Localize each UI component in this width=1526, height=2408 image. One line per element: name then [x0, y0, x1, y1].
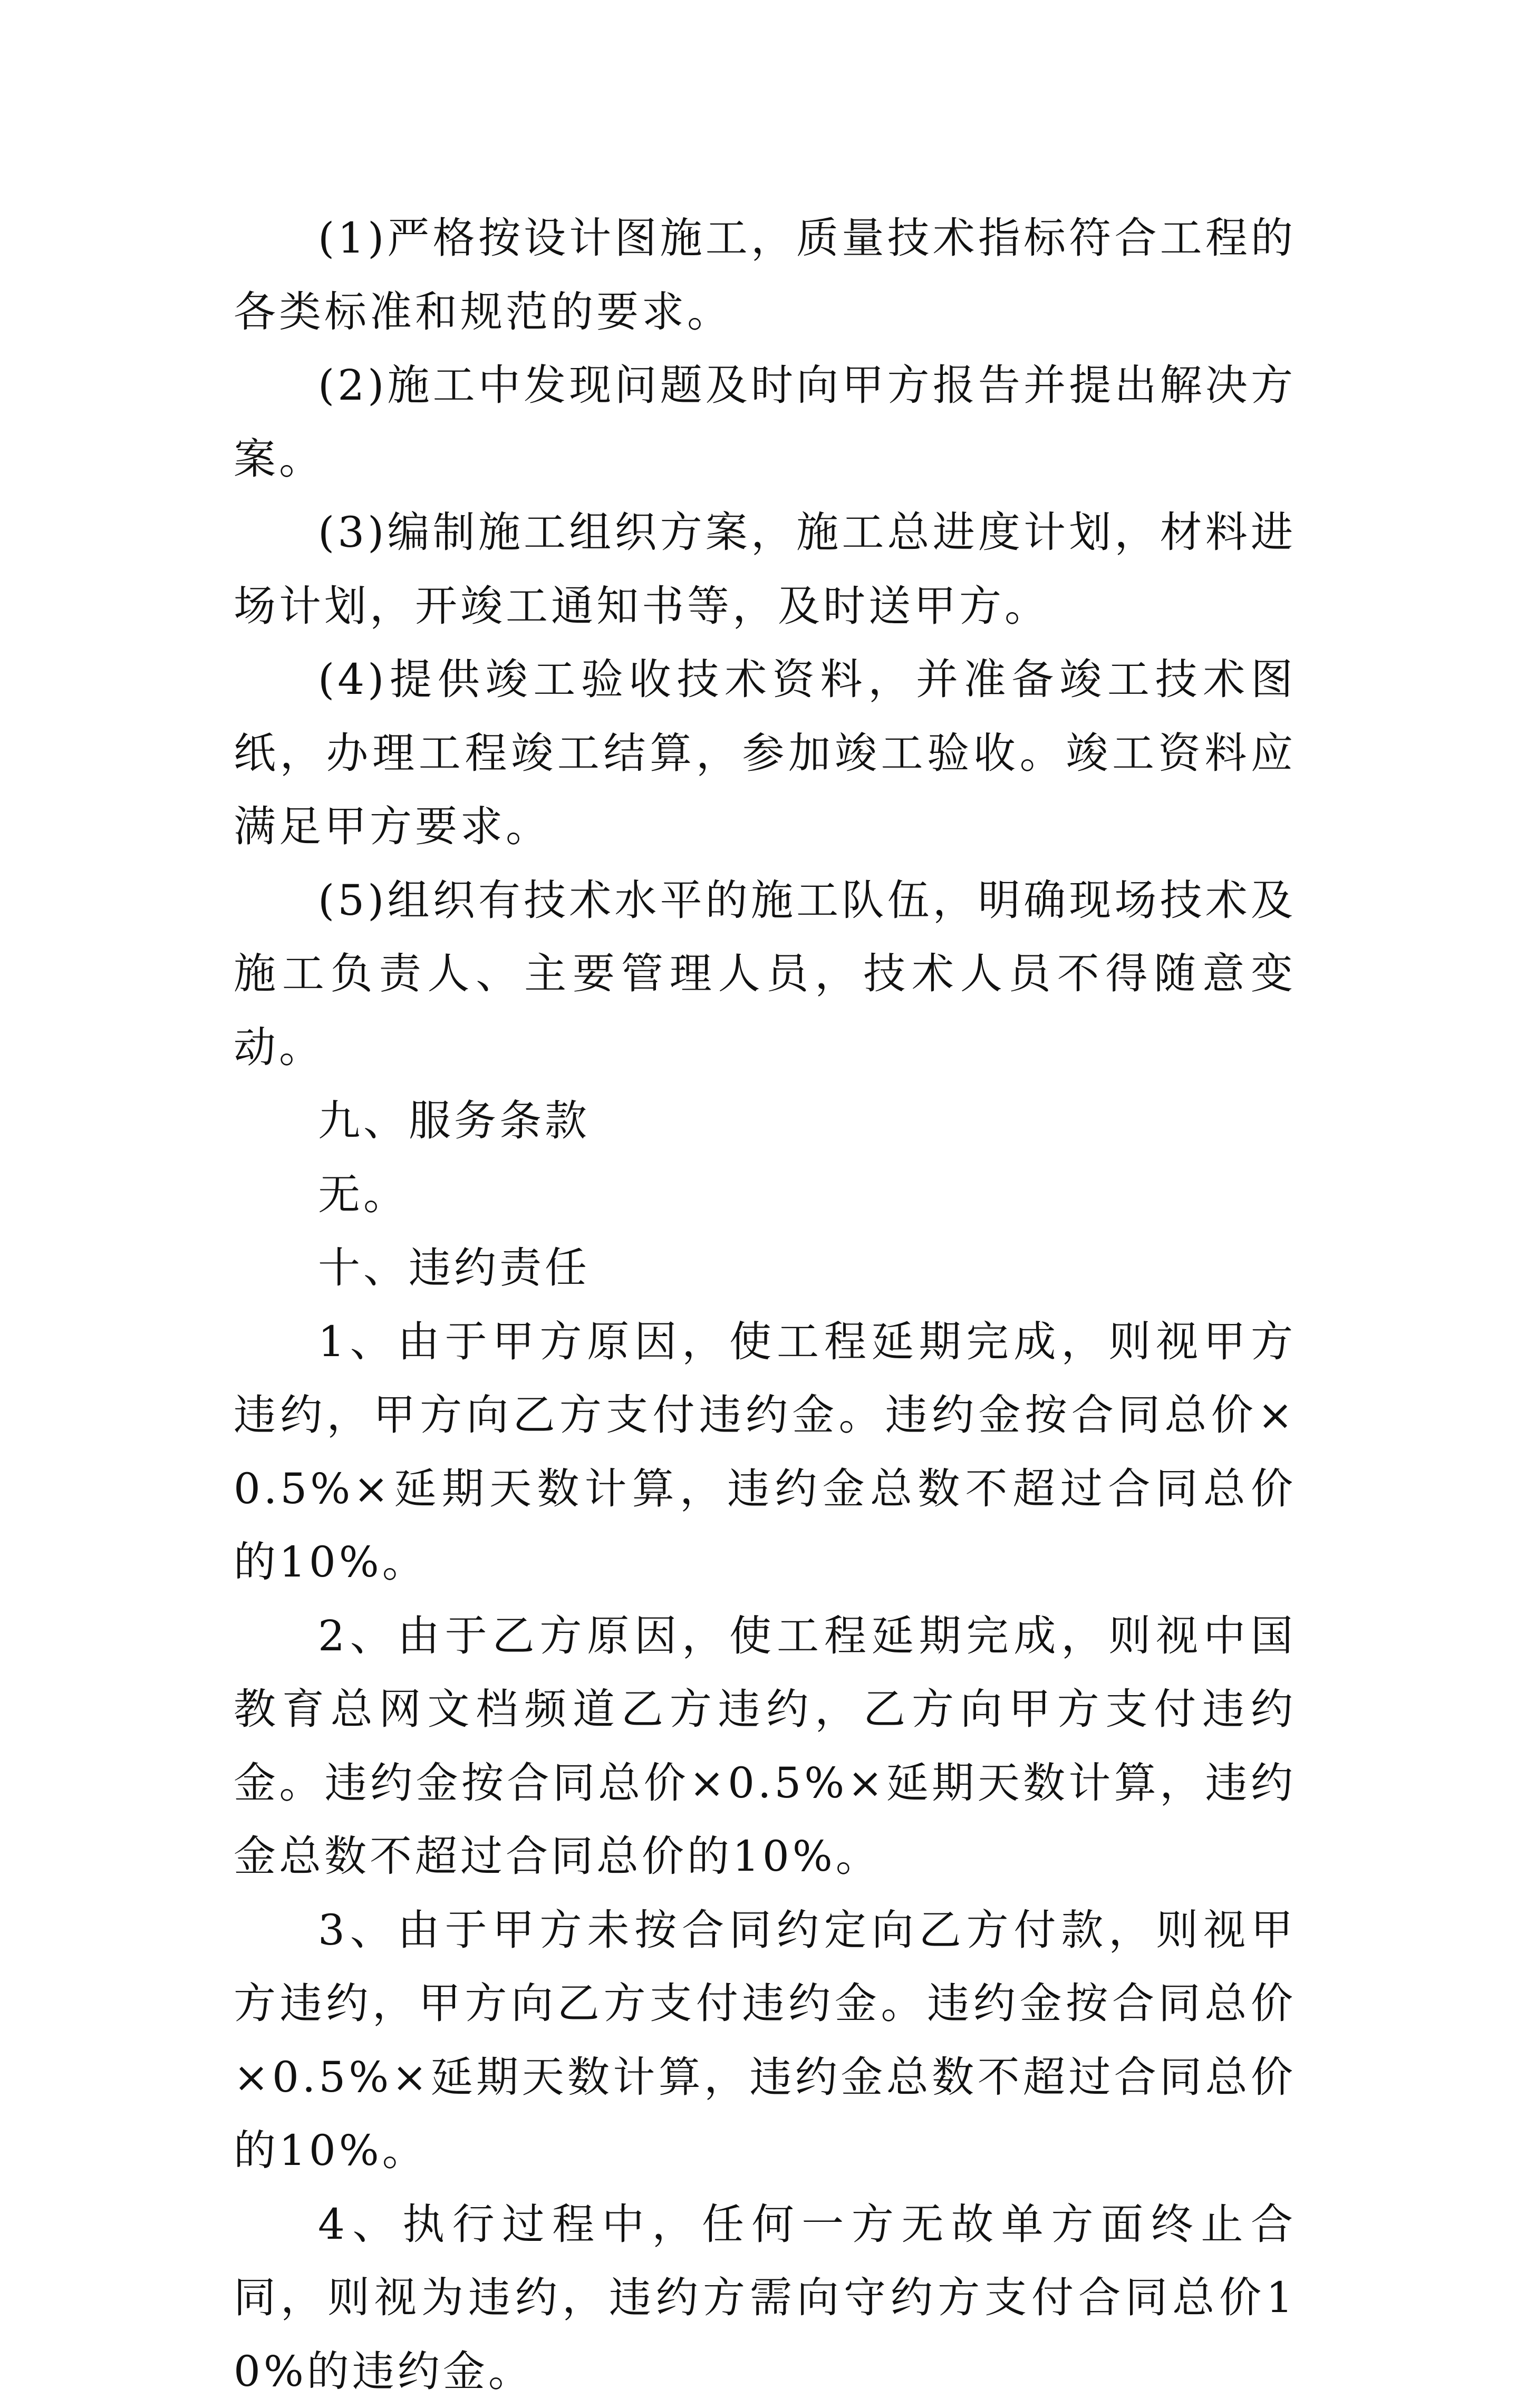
clause-paragraph: (4)提供竣工验收技术资料，并准备竣工技术图纸，办理工程竣工结算，参加竣工验收。竣工资料应满足甲方要求。	[234, 643, 1296, 864]
clause-paragraph: 4、执行过程中，任何一方无故单方面终止合同，则视为违约，违约方需向守约方支付合同总价10%的违约金。	[234, 2188, 1296, 2408]
clause-paragraph: 1、由于甲方原因，使工程延期完成，则视甲方违约，甲方向乙方支付违约金。违约金按合同总价×0.5%×延期天数计算，违约金总数不超过合同总价的10%。	[234, 1305, 1296, 1599]
clause-paragraph: (5)组织有技术水平的施工队伍，明确现场技术及施工负责人、主要管理人员，技术人员不得随意变动。	[234, 864, 1296, 1085]
clause-paragraph: (1)严格按设计图施工，质量技术指标符合工程的各类标准和规范的要求。	[234, 201, 1296, 349]
document-body	[234, 201, 1296, 2408]
section-body: 无。	[234, 1158, 1296, 1232]
section-heading: 九、服务条款	[234, 1084, 1296, 1158]
section-heading: 十、违约责任	[234, 1231, 1296, 1305]
clause-paragraph: (2)施工中发现问题及时向甲方报告并提出解决方案。	[234, 349, 1296, 496]
clause-paragraph: 3、由于甲方未按合同约定向乙方付款，则视甲方违约，甲方向乙方支付违约金。违约金按合同总价×0.5%×延期天数计算，违约金总数不超过合同总价的10%。	[234, 1893, 1296, 2188]
clause-paragraph: 2、由于乙方原因，使工程延期完成，则视中国教育总网文档频道乙方违约，乙方向甲方支付违约金。违约金按合同总价×0.5%×延期天数计算，违约金总数不超过合同总价的10%。	[234, 1599, 1296, 1893]
clause-paragraph: (3)编制施工组织方案，施工总进度计划，材料进场计划，开竣工通知书等，及时送甲方。	[234, 496, 1296, 643]
